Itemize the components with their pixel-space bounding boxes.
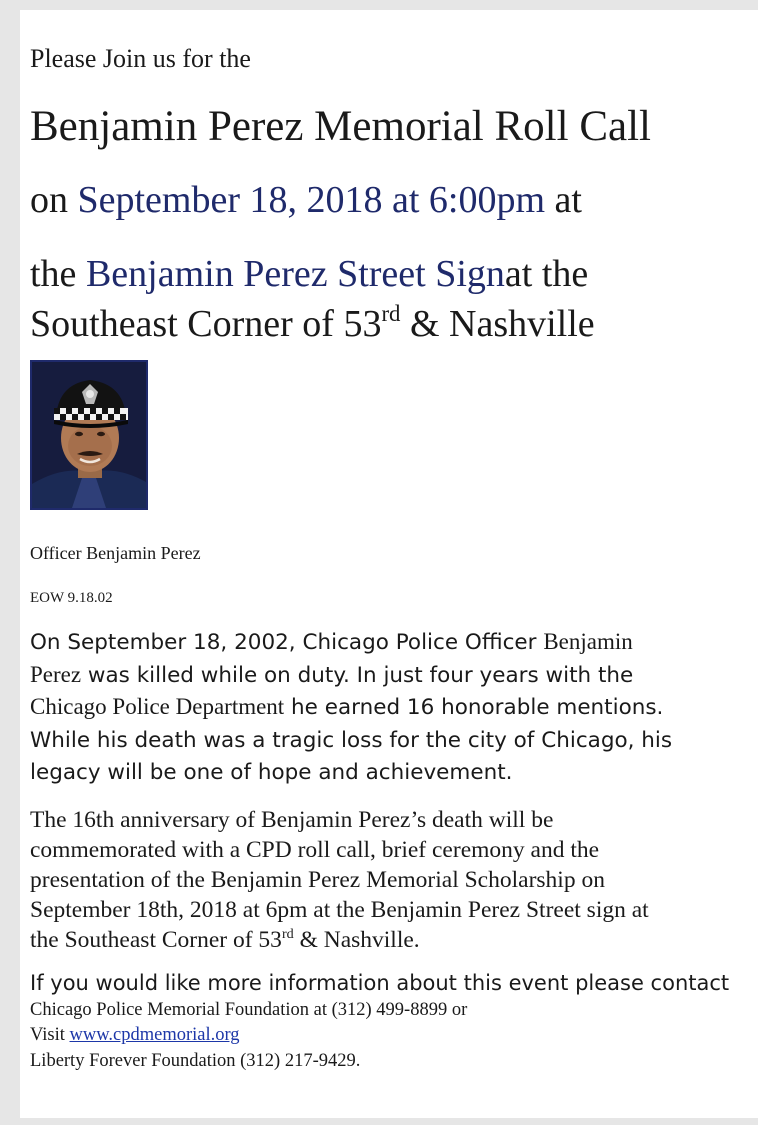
paragraph-line bbox=[30, 659, 750, 692]
text-span: Perez bbox=[30, 661, 82, 687]
officer-caption: Officer Benjamin Perez bbox=[30, 543, 201, 563]
event-location-line-2 bbox=[30, 302, 595, 346]
end-of-watch: EOW 9.18.02 bbox=[30, 590, 113, 606]
flyer-page bbox=[20, 10, 758, 1118]
paragraph-line bbox=[30, 925, 750, 955]
event-location-line-1 bbox=[30, 252, 588, 296]
location-at-the: at the bbox=[504, 253, 589, 295]
memorial-foundation-contact: Chicago Police Memorial Foundation at (312) 499-8899 or bbox=[30, 1000, 468, 1020]
text-span: & Nashville. bbox=[293, 927, 420, 953]
paragraph-line: commemorated with a CPD roll call, brief ceremony and the bbox=[30, 837, 600, 863]
memorial-paragraph bbox=[30, 626, 750, 789]
officer-photo bbox=[30, 360, 148, 510]
liberty-foundation-contact: Liberty Forever Foundation (312) 217-9429. bbox=[30, 1051, 361, 1071]
corner-street: & Nashville bbox=[400, 303, 595, 345]
street-sign-name: Benjamin Perez Street Sign bbox=[85, 253, 505, 295]
cpd-memorial-link[interactable]: www.cpdmemorial.org bbox=[69, 1025, 240, 1045]
officer-portrait-image bbox=[32, 362, 146, 508]
invite-line: Please Join us for the bbox=[30, 44, 251, 73]
text-span: he earned 16 honorable mentions. bbox=[284, 695, 664, 720]
paragraph-line: The 16th anniversary of Benjamin Perez’s death will be bbox=[30, 807, 554, 833]
contact-intro: If you would like more information about this event please contact bbox=[30, 971, 730, 995]
event-datetime: September 18, 2018 at 6:00pm bbox=[77, 179, 546, 221]
text-span: legacy will be one of hope and achievement. bbox=[30, 760, 513, 785]
visit-line bbox=[30, 1025, 240, 1046]
dateline-at: at bbox=[554, 179, 582, 221]
text-span: was killed while on duty. In just four years with the bbox=[81, 662, 634, 688]
corner-text: Southeast Corner of 53 bbox=[30, 303, 382, 345]
text-span: While his death was a tragic loss for the city of Chicago, his bbox=[30, 727, 673, 753]
text-span: Benjamin bbox=[543, 629, 633, 654]
paragraph-line bbox=[30, 626, 750, 659]
paragraph-line bbox=[30, 691, 750, 724]
anniversary-paragraph bbox=[30, 805, 750, 955]
visit-label: Visit bbox=[30, 1025, 70, 1045]
location-the: the bbox=[30, 253, 77, 295]
dateline-on: on bbox=[30, 179, 68, 221]
paragraph-line bbox=[30, 756, 750, 789]
paragraph-line: presentation of the Benjamin Perez Memorial Scholarship on bbox=[30, 867, 605, 893]
event-dateline bbox=[30, 178, 582, 222]
corner-suffix: rd bbox=[381, 301, 401, 327]
event-headline: Benjamin Perez Memorial Roll Call bbox=[30, 103, 651, 150]
text-span: Chicago Police Department bbox=[30, 694, 285, 719]
corner-suffix: rd bbox=[281, 925, 294, 942]
paragraph-line: September 18th, 2018 at 6pm at the Benjamin Perez Street sign at bbox=[30, 897, 649, 923]
paragraph-line bbox=[30, 724, 750, 757]
text-span: On September 18, 2002, Chicago Police Officer bbox=[30, 630, 544, 655]
text-span: the Southeast Corner of 53 bbox=[30, 927, 282, 953]
